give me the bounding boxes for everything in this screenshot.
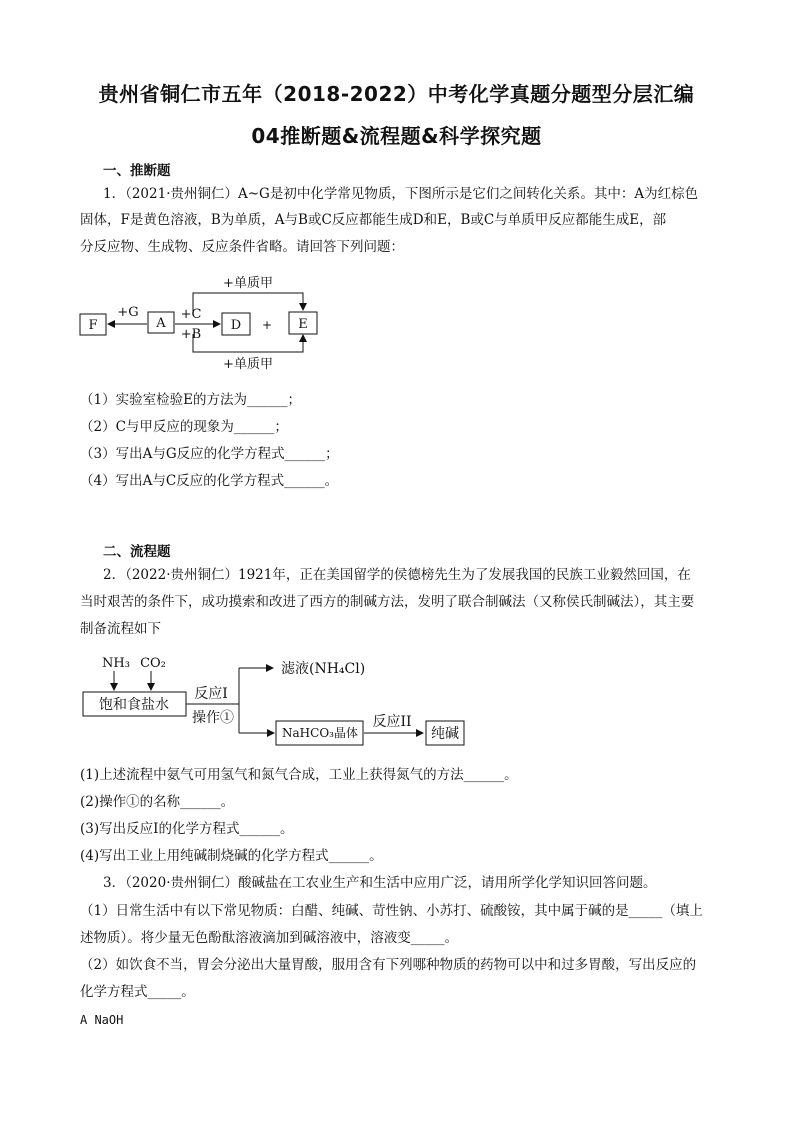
q2-process-flow-diagram <box>75 650 475 752</box>
q1-text-line2: 固体，F是黄色溶液，B为单质，A与B或C反应都能生成D和E，B或C与单质甲反应都能生成E，部 <box>80 212 667 228</box>
label-co2: CO₂ <box>140 656 166 671</box>
q1-text-line1: 1．（2021·贵州铜仁）A~G是初中化学常见物质，下图所示是它们之间转化关系。其中：A为红棕色 <box>103 186 699 202</box>
q2-text-line2: 当时艰苦的条件下，成功摸索和改进了西方的制碱方法，发明了联合制碱法（又称侯氏制碱法），其主要 <box>80 594 695 610</box>
q2-text-line3: 制备流程如下 <box>80 621 161 637</box>
q1-text-line3: 分反应物、生成物、反应条件省略。请回答下列问题： <box>80 239 404 255</box>
q3-sub2-line1: （2）如饮食不当，胃会分泌出大量胃酸，服用含有下列哪种物质的药物可以中和过多胃酸，写出反应的 <box>80 957 697 973</box>
q3-sub2-line2: 化学方程式_____。 <box>80 984 195 1000</box>
label-op1: 操作① <box>192 710 234 726</box>
plus-sign: + <box>261 318 273 332</box>
label-crystal: NaHCO₃晶体 <box>282 726 358 740</box>
section-heading-process: 二、流程题 <box>103 544 171 560</box>
label-soda: 纯碱 <box>431 726 459 742</box>
q3-text-line1: 3．（2020·贵州铜仁）酸碱盐在工农业生产和生活中应用广泛，请用所学化学知识回答问题。 <box>103 875 657 891</box>
q3-sub1-line2: 述物质）。将少量无色酚酞溶液滴加到碱溶液中，溶液变_____。 <box>80 930 458 946</box>
label-plus-C: +C <box>180 307 202 322</box>
label-filtrate: 滤液(NH₄Cl) <box>281 661 366 677</box>
arrow-top-bracket <box>193 293 303 311</box>
top-label: +单质甲 <box>223 276 273 291</box>
label-A: A <box>156 316 166 331</box>
q2-sub1: (1)上述流程中氨气可用氢气和氮气合成，工业上获得氮气的方法______。 <box>80 767 518 783</box>
q1-sub4: （4）写出A与C反应的化学方程式______。 <box>80 473 339 489</box>
label-plus-B: +B <box>180 327 202 342</box>
label-react1: 反应I <box>194 686 228 702</box>
q2-sub4: (4)写出工业上用纯碱制烧碱的化学方程式______。 <box>80 848 383 864</box>
label-E: E <box>298 317 308 332</box>
q1-sub2: （2）C与甲反应的现象为______； <box>80 419 288 435</box>
label-brine: 饱和食盐水 <box>99 697 169 713</box>
section-heading-inference: 一、推断题 <box>103 163 171 179</box>
bottom-label: +单质甲 <box>223 357 273 372</box>
q1-transformation-diagram <box>70 268 330 378</box>
q1-sub3: （3）写出A与G反应的化学方程式______； <box>80 446 339 462</box>
q2-sub2: (2)操作①的名称______。 <box>80 794 235 810</box>
q3-sub1-line1: （1）日常生活中有以下常见物质：白醋、纯碱、苛性钠、小苏打、硫酸铵，其中属于碱的是_____（填上 <box>80 903 703 919</box>
label-react2: 反应II <box>372 714 412 730</box>
page-title-line2: 04推断题&流程题&科学探究题 <box>251 124 542 148</box>
label-D: D <box>230 318 242 333</box>
q1-sub1: （1）实验室检验E的方法为______； <box>80 392 301 408</box>
q3-option-a: A NaOH <box>80 1013 124 1027</box>
page-title-line1: 贵州省铜仁市五年（2018-2022）中考化学真题分题型分层汇编 <box>98 82 695 106</box>
arrow-bottom-bracket <box>193 334 303 352</box>
label-nh3: NH₃ <box>102 656 130 671</box>
q2-text-line1: 2．（2022·贵州铜仁）1921年，正在美国留学的侯德榜先生为了发展我国的民族工业毅然回国，在 <box>103 567 691 583</box>
label-F: F <box>88 318 98 333</box>
q2-sub3: (3)写出反应Ⅰ的化学方程式______。 <box>80 821 294 837</box>
label-plus-G: +G <box>117 305 139 320</box>
